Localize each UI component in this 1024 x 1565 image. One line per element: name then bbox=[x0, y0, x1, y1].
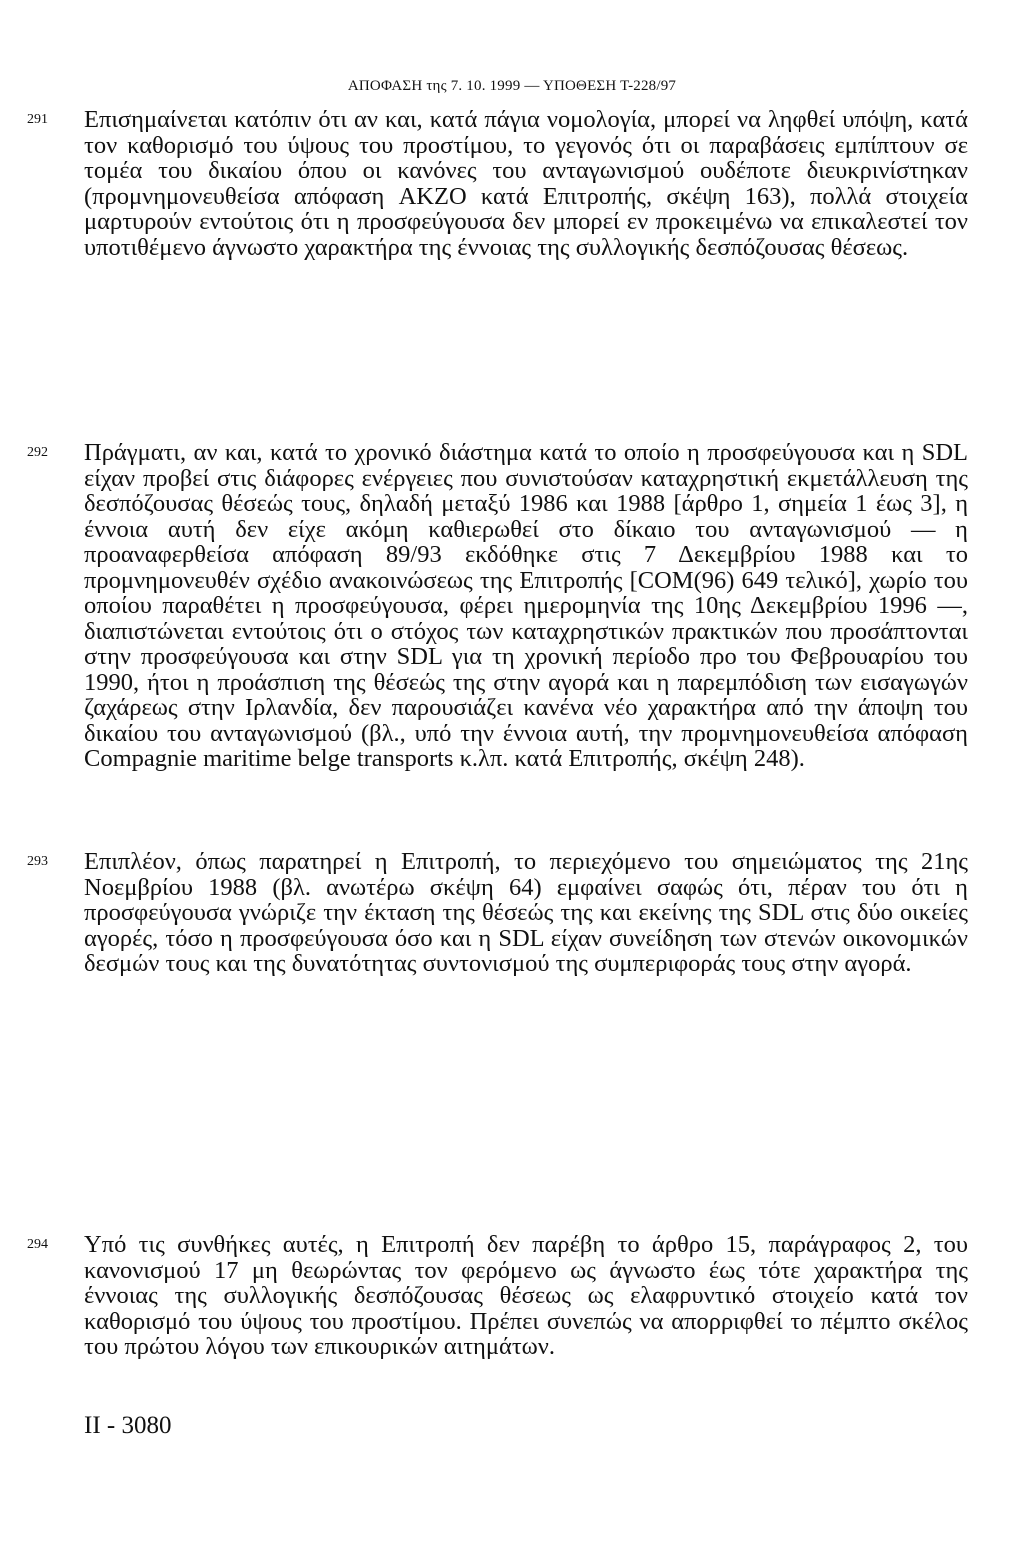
paragraph-text: Επιπλέον, όπως παρατηρεί η Επιτροπή, το περιεχόμενο του σημειώματος της 21ης Νοεμβρίου 1988 (βλ. ανωτέρω σκέψη 64) εμφαίνει σαφώς ότι, πέραν του ότι η προσφεύγουσα γνώριζε την έκταση της θέσεώς της και εκείνης της SDL στις δύο οικείες αγορές, τόσο η προσφεύγουσα όσο και η SDL είχαν συνείδηση των στενών οικονομικών δεσμών τους και της δυνατότητας συντονισμού της συμπεριφοράς τους στην αγορά. bbox=[84, 848, 968, 977]
paragraph-text: Υπό τις συνθήκες αυτές, η Επιτροπή δεν παρέβη το άρθρο 15, παράγραφος 2, του κανονισμού 17 μη θεωρώντας τον φερόμενο ως άγνωστο έως τότε χαρακτήρα της έννοιας της συλλογικής δεσπόζουσας θέσεως ως ελαφρυντικό στοιχείο κατά τον καθορισμό του ύψους του προστίμου. Πρέπει συνεπώς να απορριφθεί το πέμπτο σκέλος του πρώτου λόγου των επικουρικών αιτημάτων. bbox=[84, 1231, 968, 1360]
paragraph-293 bbox=[27, 848, 968, 977]
paragraph-number: 294 bbox=[27, 1237, 48, 1252]
running-header: ΑΠΟΦΑΣΗ της 7. 10. 1999 — ΥΠΟΘΕΣΗ Τ-228/97 bbox=[347, 78, 677, 94]
paragraph-291 bbox=[27, 106, 968, 261]
paragraph-text: Επισημαίνεται κατόπιν ότι αν και, κατά πάγια νομολογία, μπορεί να ληφθεί υπόψη, κατά τον καθορισμό του ύψους του προστίμου, το γεγονός ότι οι παραβάσεις εμπίπτουν σε τομέα του δικαίου όπου οι κανόνες του ανταγωνισμού ουδέποτε διευκρινίστηκαν (προμνημονευθείσα απόφαση AKZO κατά Επιτροπής, σκέψη 163), πολλά στοιχεία μαρτυρούν εντούτοις ότι η προσφεύγουσα δεν μπορεί εν προκειμένω να επικαλεστεί τον υποτιθέμενο άγνωστο χαρακτήρα της έννοιας της συλλογικής δεσπόζουσας θέσεως. bbox=[84, 106, 968, 261]
page-number: II - 3080 bbox=[84, 1412, 172, 1439]
paragraph-text: Πράγματι, αν και, κατά το χρονικό διάστημα κατά το οποίο η προσφεύγουσα και η SDL είχαν προβεί στις διάφορες ενέργειες που συνιστούσαν καταχρηστική εκμετάλλευση της δεσπόζουσας θέσεώς τους, δηλαδή μεταξύ 1986 και 1988 [άρθρο 1, σημεία 1 έως 3], η έννοια αυτή δεν είχε ακόμη καθιερωθεί στο δίκαιο του ανταγωνισμού — η προαναφερθείσα απόφαση 89/93 εκδόθηκε στις 7 Δεκεμβρίου 1988 και το προμνημονευθέν σχέδιο ανακοινώσεως της Επιτροπής [COM(96) 649 τελικό], χωρίο του οποίου παραθέτει η προσφεύγουσα, φέρει ημερομηνία της 10ης Δεκεμβρίου 1996 —, διαπιστώνεται εντούτοις ότι ο στόχος των καταχρηστικών πρακτικών που προσάπτονται στην προσφεύγουσα και στην SDL για τη χρονική περίοδο προ του Φεβρουαρίου του 1990, ήτοι η προάσπιση της θέσεώς της στην αγορά και η παρεμπόδιση των εισαγωγών ζαχάρεως στην Ιρλανδία, δεν παρουσιάζει κανένα νέο χαρακτήρα από την άποψη του δικαίου του ανταγωνισμού (βλ., υπό την έννοια αυτή, την προμνημονευθείσα απόφαση Compagnie maritime belge transports κ.λπ. κατά Επιτροπής, σκέψη 248). bbox=[84, 439, 968, 772]
paragraph-number: 292 bbox=[27, 445, 48, 460]
paragraph-292 bbox=[27, 439, 968, 772]
paragraph-294 bbox=[27, 1231, 968, 1360]
paragraph-number: 291 bbox=[27, 112, 48, 127]
paragraph-number: 293 bbox=[27, 854, 48, 869]
